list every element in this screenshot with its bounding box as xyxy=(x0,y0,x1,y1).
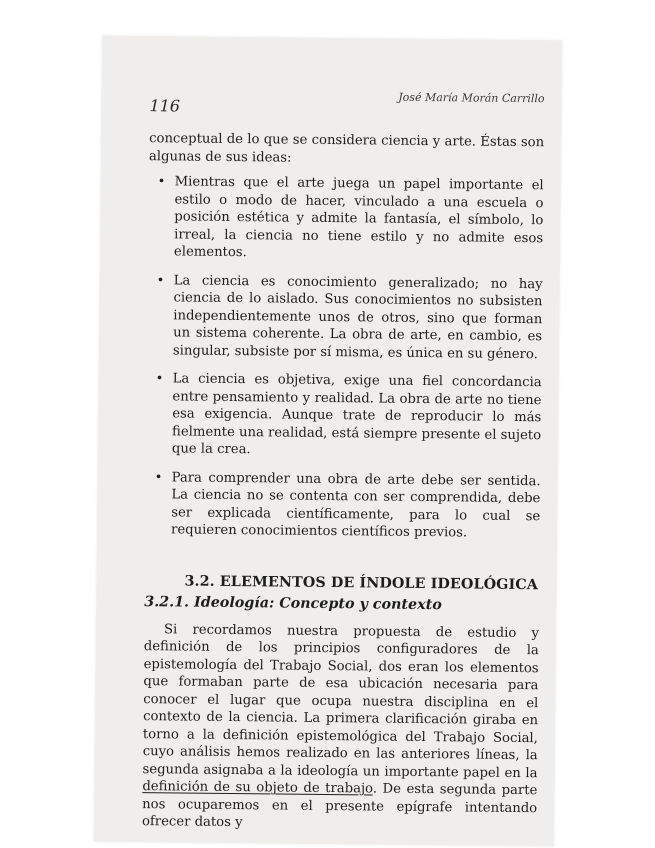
list-item xyxy=(148,173,544,265)
list-item-text: La ciencia es conocimiento generalizado; no hay ciencia de lo aislado. Sus conocimientos no subsisten independientemente unos de otros, sino que forman un sistema coherente. La obra de arte, en cambio, es singular, subsiste por sí misma, es única en su género. xyxy=(172,272,543,362)
list-item xyxy=(146,370,542,462)
bullet-icon: • xyxy=(157,174,166,190)
bullet-list xyxy=(145,173,544,543)
list-item-text: Mientras que el arte juega un papel importante el estilo o modo de hacer, vinculado a una escuela o posición estética y admite la fantasía, el símbolo, lo irreal, la ciencia no tiene estilo y no admite esos elementos. xyxy=(173,174,544,261)
list-item xyxy=(147,272,543,364)
bullet-icon: • xyxy=(156,272,165,288)
underlined-phrase: definición de su objeto de trabajo xyxy=(142,779,373,797)
section-heading: 3.2. ELEMENTOS DE ÍNDOLE IDEOLÓGICA xyxy=(184,573,539,593)
paragraph-text-start: Si recordamos nuestra propuesta de estudio y definición de los principios configuradores de la epistemología del Trabajo Social, dos eran los elementos que formaban parte de esa ubicación necesaria para conocer el lugar que ocupa nuestra disciplina en el contexto de la ciencia. La primera clarificación giraba en torno a la definición epistemológica del Trabajo Social, cuyo análisis hemos realizado en las anteriores líneas, la segunda asignaba a la ideología un importante papel en la xyxy=(142,621,540,781)
running-head: José María Morán Carrillo xyxy=(398,90,545,106)
body-paragraph xyxy=(142,621,539,835)
bullet-icon: • xyxy=(155,371,164,387)
page-number: 116 xyxy=(149,96,181,116)
paragraph-text-end: . De esta segunda parte nos ocuparemos en el presente epígrafe intentando ofrecer datos y xyxy=(141,781,538,831)
list-item xyxy=(145,469,541,543)
list-item-text: Para comprender una obra de arte debe ser sentida. La ciencia no se contenta con ser comprendida, debe ser explicada científicamente, para lo cual se requieren conocimientos científicos previos. xyxy=(170,469,541,541)
page-header xyxy=(149,90,545,124)
list-item-text: La ciencia es objetiva, exige una fiel concordancia entre pensamiento y realidad. La obra de arte no tiene esa exigencia. Aunque trate de reproducir lo más fielmente una realidad, está siempre presente el sujeto que la crea. xyxy=(171,371,542,458)
intro-paragraph: conceptual de lo que se considera ciencia y arte. Éstas son algunas de sus ideas: xyxy=(148,131,545,166)
page-body xyxy=(142,130,544,835)
subsection-heading: 3.2.1. Ideología: Concepto y contexto xyxy=(144,594,442,614)
book-page xyxy=(94,36,562,847)
bullet-icon: • xyxy=(154,469,163,485)
